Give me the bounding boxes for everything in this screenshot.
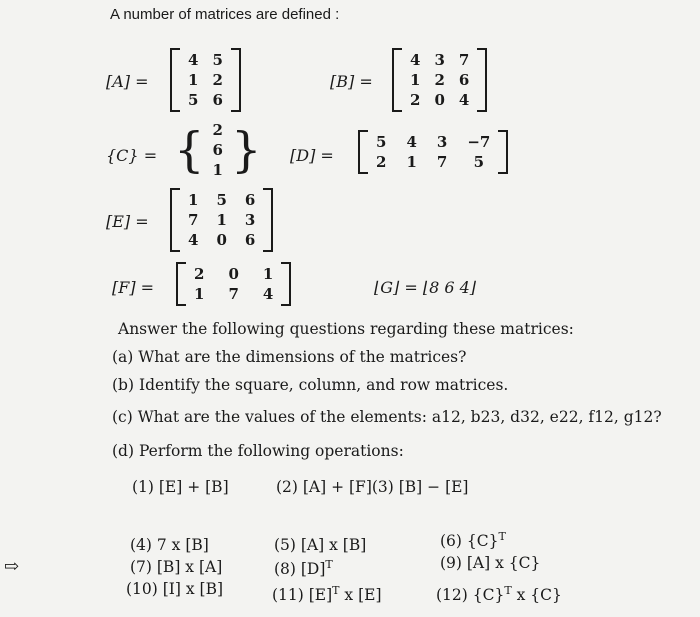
matrix-e-label: [E] = <box>106 212 149 231</box>
matrix-cell: 4 <box>188 231 199 249</box>
matrix-cell: 0 <box>216 231 227 249</box>
matrix-g: ⌊G⌋ = ⌊8 6 4⌋ <box>374 278 477 297</box>
question-c: (c) What are the values of the elements: a12, b23, d32, e22, f12, g12? <box>112 408 662 426</box>
matrix-a-label: [A] = <box>106 72 149 91</box>
bracket-right <box>498 130 508 174</box>
matrix-cell: 1 <box>188 71 199 89</box>
matrix-cell: 5 <box>473 153 485 171</box>
matrix-e-grid <box>180 191 263 249</box>
matrix-cell: 2 <box>194 265 205 283</box>
matrix-c <box>174 118 262 182</box>
operation-4: (4) 7 x [B] <box>130 536 209 554</box>
matrix-cell: 2 <box>212 121 223 139</box>
questions-intro: Answer the following questions regarding these matrices: <box>118 320 574 338</box>
matrix-d-label: [D] = <box>290 146 334 165</box>
matrix-cell: −7 <box>467 133 491 151</box>
matrix-cell: 5 <box>376 133 387 151</box>
question-a: (a) What are the dimensions of the matrices? <box>112 348 467 366</box>
matrix-cell: 6 <box>212 91 223 109</box>
bracket-left <box>392 48 402 112</box>
matrix-cell: 7 <box>228 285 239 303</box>
question-d: (d) Perform the following operations: <box>112 442 404 460</box>
matrix-cell: 3 <box>434 51 445 69</box>
matrix-cell: 1 <box>188 191 199 209</box>
transpose-superscript: T <box>332 584 340 597</box>
matrix-a <box>170 48 241 112</box>
matrix-cell: 5 <box>212 51 223 69</box>
operation-10: (10) [I] x [B] <box>126 580 224 598</box>
operation-6 <box>440 530 506 550</box>
matrix-c-grid <box>205 121 231 179</box>
bracket-right <box>281 262 291 306</box>
operation-11-text-b: x [E] <box>339 586 382 605</box>
matrix-d-grid <box>368 133 498 171</box>
brace-right: } <box>230 122 262 178</box>
operation-5: (5) [A] x [B] <box>274 536 367 554</box>
matrix-cell: 6 <box>458 71 470 89</box>
matrix-cell: 3 <box>436 133 448 151</box>
operation-12 <box>436 584 562 604</box>
bracket-right <box>231 48 241 112</box>
operation-8-text: (8) [D] <box>274 560 326 579</box>
matrix-c-label: {C} = <box>106 146 158 165</box>
matrix-cell: 5 <box>188 91 199 109</box>
matrix-cell: 7 <box>436 153 448 171</box>
matrix-cell: 1 <box>410 71 421 89</box>
cursor-arrow-icon: ⇨ <box>4 556 20 577</box>
matrix-f-grid <box>186 265 281 303</box>
bracket-left <box>358 130 368 174</box>
matrix-cell: 7 <box>188 211 199 229</box>
operation-6-text: (6) {C} <box>440 532 499 551</box>
matrix-cell: 5 <box>216 191 227 209</box>
transpose-superscript: T <box>325 558 333 571</box>
matrix-cell: 6 <box>244 231 256 249</box>
matrix-f-label: [F] = <box>112 278 155 297</box>
matrix-cell: 4 <box>262 285 274 303</box>
operation-9: (9) [A] x {C} <box>440 554 541 572</box>
matrix-cell: 2 <box>434 71 445 89</box>
matrix-b-grid <box>402 51 477 109</box>
matrix-cell: 0 <box>228 265 239 283</box>
matrix-cell: 7 <box>458 51 470 69</box>
matrix-cell: 1 <box>194 285 205 303</box>
matrix-cell: 1 <box>262 265 274 283</box>
matrix-cell: 6 <box>244 191 256 209</box>
matrix-cell: 4 <box>406 133 417 151</box>
bracket-right <box>477 48 487 112</box>
operation-2-3: (2) [A] + [F](3) [B] − [E] <box>276 478 469 496</box>
matrix-cell: 1 <box>406 153 417 171</box>
matrix-b <box>392 48 487 112</box>
bracket-left <box>170 48 180 112</box>
transpose-superscript: T <box>504 584 512 597</box>
operation-7: (7) [B] x [A] <box>130 558 223 576</box>
matrix-cell: 4 <box>188 51 199 69</box>
matrix-e <box>170 188 273 252</box>
bracket-left <box>170 188 180 252</box>
page-heading: A number of matrices are defined : <box>110 6 340 23</box>
operation-11-text-a: (11) [E] <box>272 586 333 605</box>
matrix-cell: 3 <box>244 211 256 229</box>
transpose-superscript: T <box>498 530 506 543</box>
matrix-cell: 6 <box>212 141 223 159</box>
matrix-cell: 2 <box>376 153 387 171</box>
matrix-cell: 4 <box>458 91 470 109</box>
bracket-right <box>263 188 273 252</box>
matrix-d <box>358 130 508 174</box>
matrix-b-label: [B] = <box>330 72 373 91</box>
operation-1: (1) [E] + [B] <box>132 478 229 496</box>
matrix-cell: 2 <box>212 71 223 89</box>
matrix-cell: 4 <box>410 51 421 69</box>
matrix-cell: 2 <box>410 91 421 109</box>
bracket-left <box>176 262 186 306</box>
matrix-cell: 1 <box>212 161 223 179</box>
operation-12-text-b: x {C} <box>511 586 562 605</box>
matrix-f <box>176 262 291 306</box>
matrix-cell: 1 <box>216 211 227 229</box>
operation-12-text-a: (12) {C} <box>436 586 505 605</box>
question-b: (b) Identify the square, column, and row matrices. <box>112 376 509 394</box>
brace-left: { <box>174 122 205 178</box>
operation-11 <box>272 584 382 604</box>
matrix-a-grid <box>180 51 231 109</box>
operation-8 <box>274 558 333 578</box>
matrix-cell: 0 <box>434 91 445 109</box>
